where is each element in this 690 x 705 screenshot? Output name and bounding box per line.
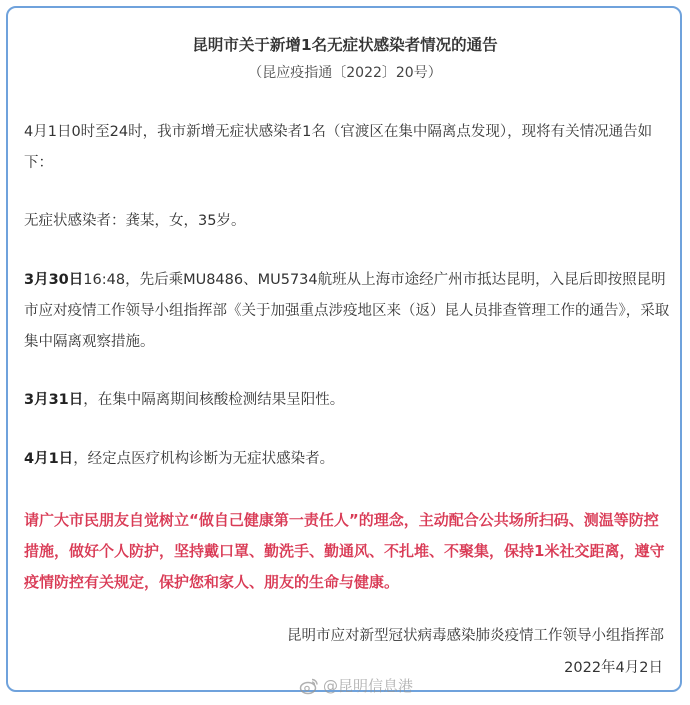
event-paragraph-apr1	[24, 444, 670, 475]
event-text: 16:48，先后乘MU8486、MU5734航班从上海市途经广州市抵达昆明，入昆后即按照昆明市应对疫情工作领导小组指挥部《关于加强重点涉疫地区来（返）昆人员排查管理工作的通告》，采取集中隔离观察措施。	[24, 272, 670, 350]
issuer-signature: 昆明市应对新型冠状病毒感染肺炎疫情工作领导小组指挥部	[287, 628, 664, 644]
document-number: （昆应疫指通〔2022〕20号）	[248, 65, 442, 81]
appeal-paragraph: 请广大市民朋友自觉树立“做自己健康第一责任人”的理念，主动配合公共场所扫码、测温等防控措施，做好个人防护，坚持戴口罩、勤洗手、勤通风、不扎堆、不聚集，保持1米社交距离，遵守疫情防控有关规定，保护您和家人、朋友的生命与健康。	[24, 511, 665, 591]
event-paragraph-mar31	[24, 385, 670, 416]
event-text: ，在集中隔离期间核酸检测结果呈阳性。	[83, 392, 345, 408]
intro-paragraph: 4月1日0时至24时，我市新增无症状感染者1名（官渡区在集中隔离点发现），现将有关情况通告如下：	[24, 124, 653, 171]
watermark	[299, 675, 413, 696]
issue-date: 2022年4月2日	[564, 660, 663, 676]
watermark-text: @昆明信息港	[323, 677, 414, 695]
event-date: 4月1日	[24, 451, 74, 467]
case-paragraph: 无症状感染者：龚某，女，35岁。	[24, 213, 246, 229]
event-paragraph-mar30	[24, 265, 670, 358]
event-date: 3月31日	[24, 392, 84, 408]
event-text: ，经定点医疗机构诊断为无症状感染者。	[73, 451, 335, 467]
notice-title: 昆明市关于新增1名无症状感染者情况的通告	[192, 36, 498, 54]
weibo-icon	[299, 677, 319, 695]
event-date: 3月30日	[24, 272, 84, 288]
